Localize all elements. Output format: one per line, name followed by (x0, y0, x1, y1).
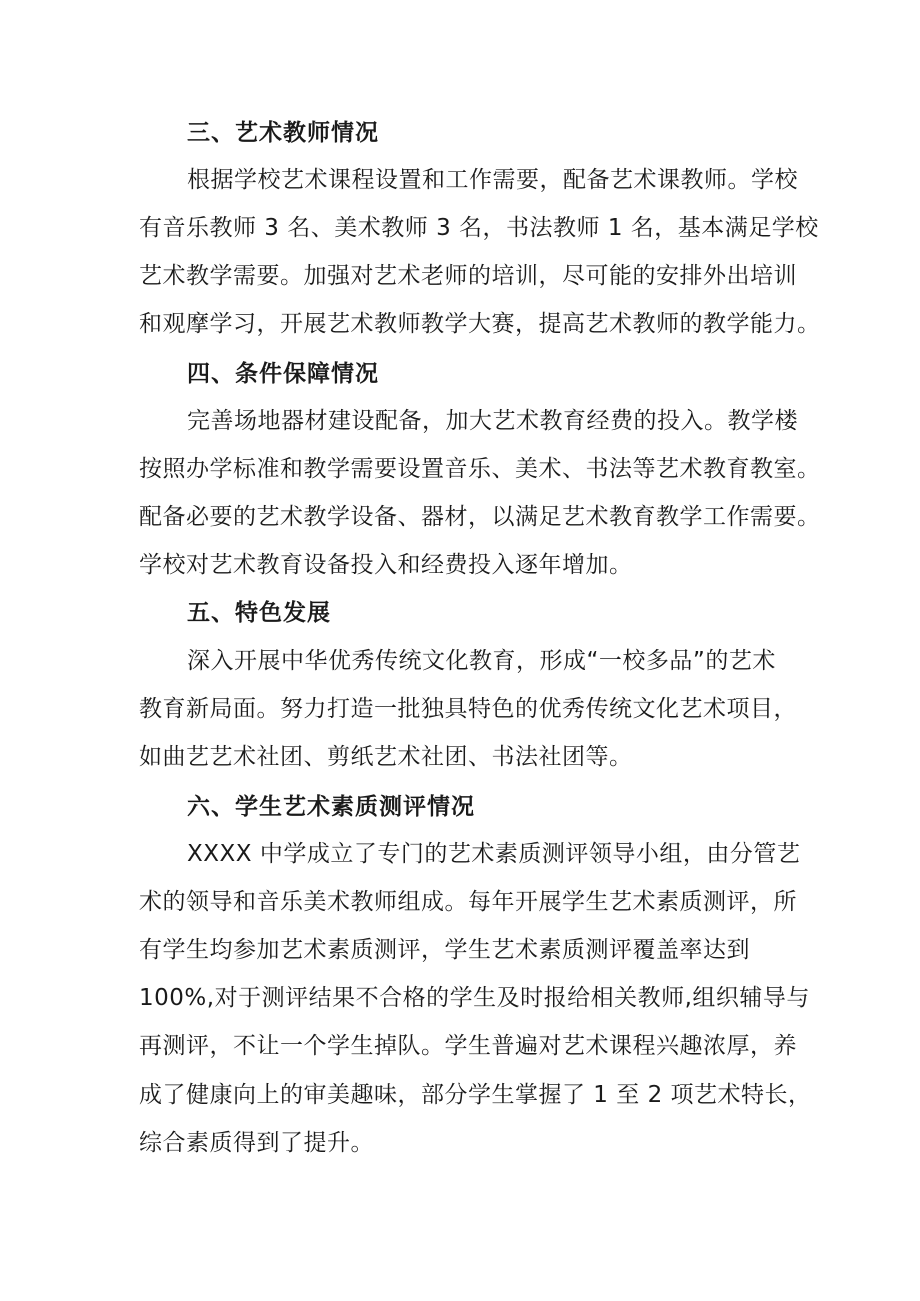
paragraph-line: 按照办学标准和教学需要设置音乐、美术、书法等艺术教育教室。 (139, 456, 821, 482)
paragraph-line: 术的领导和音乐美术教师组成。每年开展学生艺术素质测评，所 (139, 889, 797, 915)
paragraph-line: 有音乐教师 3 名、美术教师 3 名，书法教师 1 名，基本满足学校 (139, 215, 819, 241)
paragraph-line: XXXX 中学成立了专门的艺术素质测评领导小组，由分管艺 (187, 841, 801, 867)
section-heading: 五、特色发展 (187, 600, 331, 626)
paragraph-line: 成了健康向上的审美趣味，部分学生掌握了 1 至 2 项艺术特长， (139, 1082, 812, 1108)
paragraph-line: 如曲艺艺术社团、剪纸艺术社团、书法社团等。 (139, 744, 633, 770)
paragraph-line: 再测评，不让一个学生掉队。学生普遍对艺术课程兴趣浓厚，养 (139, 1033, 797, 1059)
paragraph-line: 和观摩学习，开展艺术教师教学大赛，提高艺术教师的教学能力。 (139, 311, 821, 337)
paragraph-line: 学校对艺术教育设备投入和经费投入逐年增加。 (139, 552, 633, 578)
section-heading: 四、条件保障情况 (187, 361, 379, 387)
paragraph-line: 100%,对于测评结果不合格的学生及时报给相关教师,组织辅导与 (139, 985, 810, 1011)
paragraph-line: 艺术教学需要。加强对艺术老师的培训，尽可能的安排外出培训 (139, 263, 797, 289)
paragraph-line: 完善场地器材建设配备，加大艺术教育经费的投入。教学楼 (187, 408, 798, 434)
paragraph-line: 综合素质得到了提升。 (139, 1130, 374, 1156)
section-heading: 六、学生艺术素质测评情况 (187, 794, 475, 820)
paragraph-line: 有学生均参加艺术素质测评，学生艺术素质测评覆盖率达到 (139, 937, 750, 963)
paragraph-line: 配备必要的艺术教学设备、器材，以满足艺术教育教学工作需要。 (139, 504, 821, 530)
paragraph-line: 深入开展中华优秀传统文化教育，形成“一校多品”的艺术 (187, 648, 776, 674)
paragraph-line: 根据学校艺术课程设置和工作需要，配备艺术课教师。学校 (187, 167, 798, 193)
paragraph-line: 教育新局面。努力打造一批独具特色的优秀传统文化艺术项目， (139, 696, 797, 722)
section-heading: 三、艺术教师情况 (187, 120, 379, 146)
